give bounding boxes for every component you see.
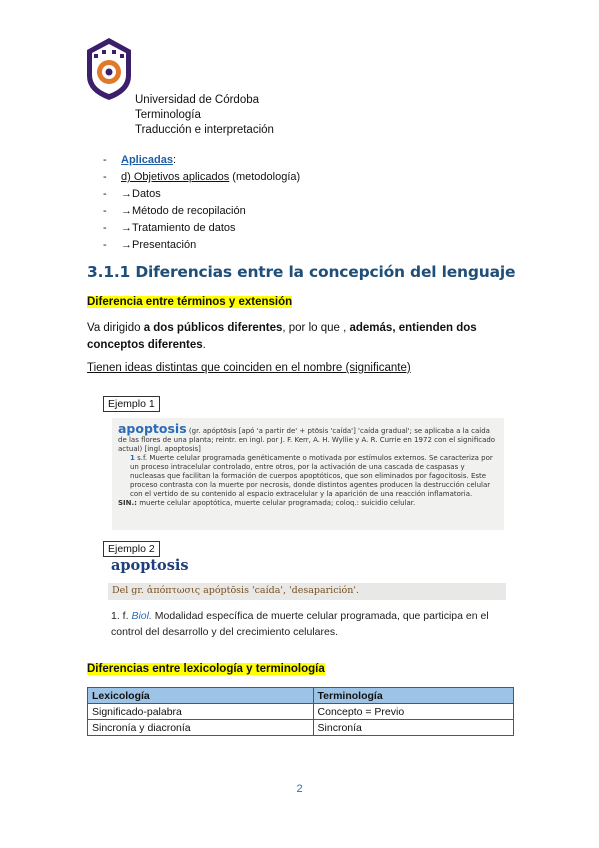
para-bold-2: además, entienden dos conceptos diferentes [87,322,477,351]
bullet-part: →Presentación [121,239,197,251]
table-cell: Significado-palabra [88,704,314,720]
bullet-dash: - [103,239,107,251]
example-1-etymology: (gr. apóptōsis [apó 'a partir de' + ptōsis 'caída'] 'caída gradual'; se aplicaba a la caída de las flores de una planta; reintr. en ingl. por J. F. Kerr, A. H. Wyllie y A. R. Currie en 1972 con el significado actual) [ingl. apoptosis] [118,427,496,453]
bullet-part: d) Objetivos aplicados [121,171,230,183]
example-1-sense-text: s.f. Muerte celular programada genéticamente o motivada por estímulos externos. Se caracteriza por un proceso intracelular controlado, entre otros, por la activación de una cascada de caspasas y nucleasas que facilitan la formación de cuerpos apoptóticos, que son eliminados por fagocitosis. Este proceso contrasta con la muerte por necrosis, donde distintos agentes producen la destrucción celular con el vertido de su contenido al espacio extracelular y la aparición de una reacción inflamatoria. [130,454,493,498]
bullet-dash: - [103,222,107,234]
comparison-table [87,687,514,736]
bullet-text [121,169,300,186]
list-item [103,220,300,237]
subject-name: Terminología [135,109,201,121]
bullet-dash: - [103,205,107,217]
table-header-cell: Lexicología [88,688,314,704]
example-2-definition [111,608,506,640]
university-name: Universidad de Córdoba [135,94,260,106]
bullet-text [121,203,246,220]
bullet-part: (metodología) [229,171,301,183]
bullet-part: : [172,154,177,166]
list-item [103,203,300,220]
example-1-dictionary-entry [112,418,504,530]
subheading-3-text: Diferencias entre lexicología y terminología [87,663,325,675]
bullet-text [121,186,161,203]
example-1-sin-text: muerte celular apoptótica, muerte celular programada; coloq.: suicidio celular. [139,499,416,507]
subheading-terms-extension [87,296,292,308]
para-text-3: . [202,339,206,351]
table-cell: Concepto = Previo [313,704,513,720]
example-2-def-text: Modalidad específica de muerte celular programada, que participa en el control del desarrollo y del crecimiento celulares. [111,610,489,638]
bullet-dash: - [103,188,107,200]
example-1-synonyms [118,499,498,508]
example-2-term: apoptosis [111,557,189,574]
bullet-dash: - [103,171,107,183]
bullet-dash: - [103,154,107,166]
example-1-tag: Ejemplo 1 [103,396,160,412]
para-text-2: , por lo que , [282,322,350,334]
table-row [88,720,514,736]
example-1-term: apoptosis [118,421,187,436]
degree-name: Traducción e interpretación [135,124,274,136]
example-2-def-abbr: Biol. [131,610,152,622]
bullet-text [121,220,236,237]
example-1-sin-label: SIN.: [118,499,137,507]
page-number: 2 [296,783,303,795]
university-logo-icon [84,36,134,102]
bullet-part: →Datos [121,188,161,200]
example-1-sense [118,454,498,499]
example-1-sense-number: 1 [130,454,135,462]
bullet-text [121,237,196,254]
bullet-list [103,152,300,254]
para-bold-1: a dos públicos diferentes [143,322,283,334]
aplicadas-link[interactable]: Aplicadas [121,154,173,166]
institution-header [135,93,274,138]
bullet-part: →Método de recopilación [121,205,246,217]
table-cell: Sincronía [313,720,513,736]
para-text-1: Va dirigido [87,322,144,334]
bullet-part: →Tratamiento de datos [121,222,236,234]
list-item [103,186,300,203]
subheading-ideas: Tienen ideas distintas que coinciden en el nombre (significante) [87,362,411,374]
table-row [88,704,514,720]
subheading-1-text: Diferencia entre términos y extensión [87,296,293,308]
paragraph-audiences [87,320,527,354]
list-item [103,169,300,186]
table-header-row [88,688,514,704]
bullet-text [121,152,176,169]
table-cell: Sincronía y diacronía [88,720,314,736]
subheading-lexicology-terminology [87,663,325,675]
list-item [103,237,300,254]
example-2-def-number: 1. f. [111,610,129,622]
section-heading: 3.1.1 Diferencias entre la concepción del lenguaje [87,263,516,281]
list-item [103,152,300,169]
example-2-tag: Ejemplo 2 [103,541,160,557]
example-2-etymology: Del gr. ἀπόπτωσις apóptōsis 'caída', 'desaparición'. [108,583,506,600]
table-header-cell: Terminología [313,688,513,704]
